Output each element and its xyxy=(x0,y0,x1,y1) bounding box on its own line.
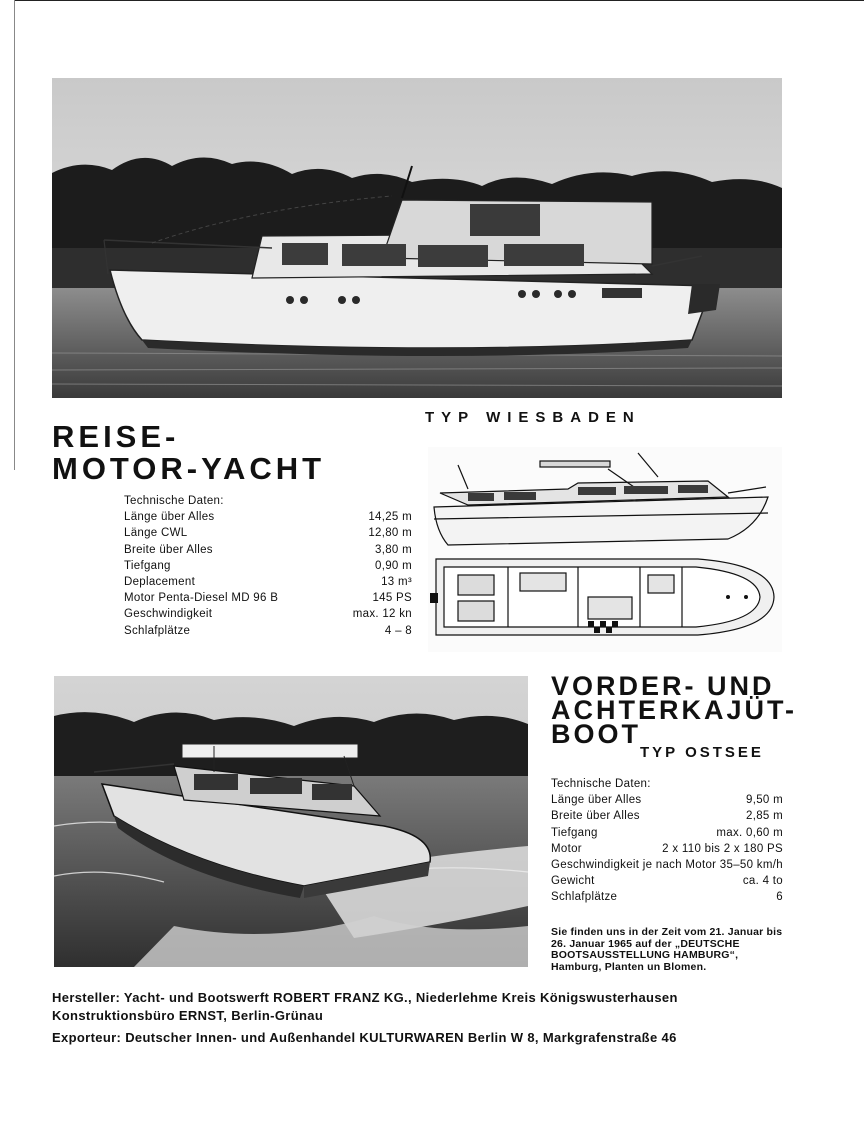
ostsee-spec-row: Motor 2 x 110 bis 2 x 180 PS xyxy=(551,842,783,855)
ostsee-spec-row: Tiefgang max. 0,60 m xyxy=(551,826,783,839)
ostsee-spec-heading: Technische Daten: xyxy=(551,778,651,790)
ostsee-spec-row: Geschwindigkeit je nach Motor 35–50 km/h xyxy=(551,859,783,872)
reise-title-line2: MOTOR-YACHT xyxy=(52,451,326,486)
exhibition-note: Sie finden uns in der Zeit vom 21. Januar bis 26. Januar 1965 auf der „DEUTSCHE BOOTSAUSSTELLUNG HAMBURG“, Hamburg, Planten un Blomen. xyxy=(551,926,783,973)
footer-design-office: Konstruktionsbüro ERNST, Berlin-Grünau xyxy=(52,1008,324,1023)
typ-ostsee-label: TYP OSTSEE xyxy=(640,744,764,761)
reise-spec-row: Länge CWL 12,80 m xyxy=(124,527,412,540)
left-edge-line xyxy=(14,0,15,470)
ostsee-title-line1: VORDER- UND xyxy=(551,671,775,701)
ostsee-spec-row: Schlafplätze 6 xyxy=(551,891,783,904)
reise-spec-row: Motor Penta-Diesel MD 96 B 145 PS xyxy=(124,592,412,605)
reise-title-line1: REISE- xyxy=(52,419,180,454)
reise-spec-heading: Technische Daten: xyxy=(124,495,224,507)
reise-spec-row: Länge über Alles 14,25 m xyxy=(124,511,412,524)
reise-spec-table xyxy=(124,493,412,639)
reise-spec-row: Geschwindigkeit max. 12 kn xyxy=(124,608,412,621)
reise-spec-row: Breite über Alles 3,80 m xyxy=(124,543,412,556)
ostsee-spec-row: Länge über Alles 9,50 m xyxy=(551,794,783,807)
footer-exporter: Exporteur: Deutscher Innen- und Außenhandel KULTURWAREN Berlin W 8, Markgrafenstraße 46 xyxy=(52,1030,677,1045)
yacht-technical-drawing xyxy=(428,447,782,652)
reise-spec-row: Tiefgang 0,90 m xyxy=(124,559,412,572)
reise-spec-row: Deplacement 13 m³ xyxy=(124,576,412,589)
typ-wiesbaden-label: TYP WIESBADEN xyxy=(425,409,641,426)
top-edge-line xyxy=(14,0,864,1)
bottom-boat-photo xyxy=(54,676,528,967)
top-yacht-photo xyxy=(52,78,782,398)
reise-spec-row: Schlafplätze 4 – 8 xyxy=(124,624,412,637)
ostsee-spec-row: Gewicht ca. 4 to xyxy=(551,875,783,888)
ostsee-title-line2: ACHTERKAJÜT- xyxy=(551,695,798,725)
ostsee-spec-row: Breite über Alles 2,85 m xyxy=(551,810,783,823)
ostsee-spec-table xyxy=(551,776,783,906)
footer-manufacturer: Hersteller: Yacht- und Bootswerft ROBERT FRANZ KG., Niederlehme Kreis Königswusterhausen xyxy=(52,990,678,1005)
ostsee-title-line3: BOOT xyxy=(551,719,641,749)
